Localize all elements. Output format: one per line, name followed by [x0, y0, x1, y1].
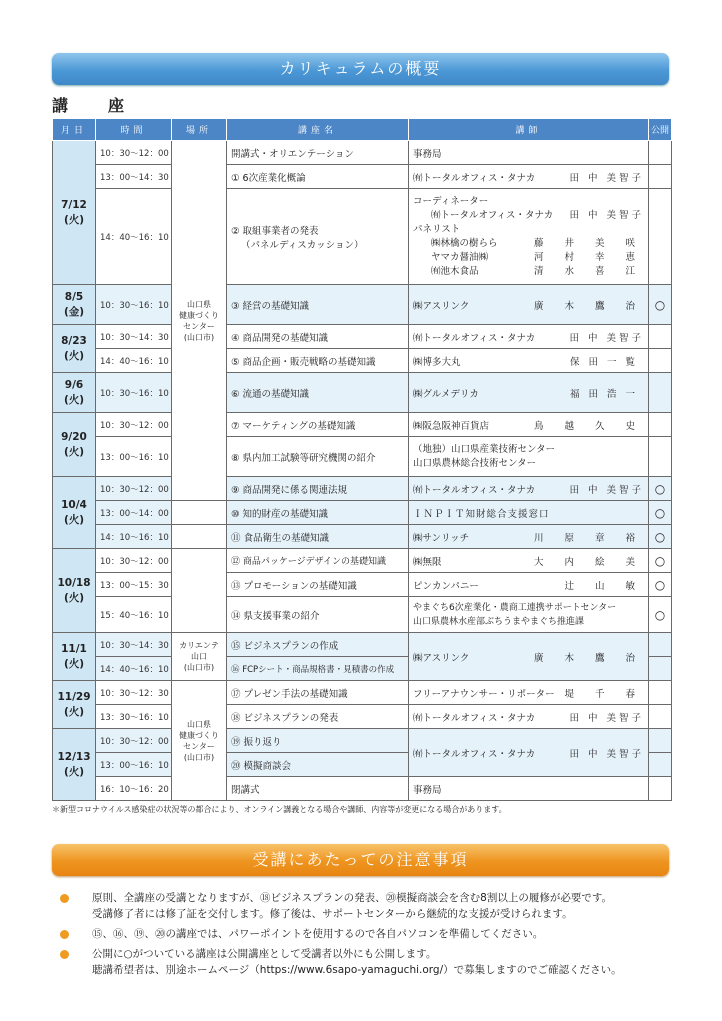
date-cell: 9/20 (火) — [53, 413, 96, 477]
title-cell: ② 取組事業者の発表 （パネルディスカッション） — [227, 189, 409, 285]
lecturer-cell: ㈲トータルオフィス・タナカ 田 中 美智子 — [409, 705, 649, 729]
col-time: 時間 — [96, 119, 172, 141]
lecturer-cell: フリーアナウンサー・リポーター 堤 千 春 — [409, 681, 649, 705]
title-cell: ① 6次産業化概論 — [227, 165, 409, 189]
table-row — [53, 165, 672, 189]
public-cell — [649, 325, 672, 349]
place-cell: 山口県 健康づくり センター (山口市) — [172, 681, 227, 801]
lecturer-cell: ㈱博多大丸 保 田 一 覧 — [409, 349, 649, 373]
lecturer-cell: ㈱サンリッチ 川 原 章 裕 — [409, 525, 649, 549]
lecturer-cell: ㈱無限 大 内 絵 美 — [409, 549, 649, 573]
title-cell: ⑨ 商品開発に係る関連法規 — [227, 477, 409, 501]
public-cell — [649, 681, 672, 705]
public-cell — [649, 705, 672, 729]
lecturer-cell: ㈱グルメデリカ 福 田 浩 一 — [409, 373, 649, 413]
time-cell: 14：40～16：10 — [96, 349, 172, 373]
date-cell: 11/1 (火) — [53, 633, 96, 681]
section-title: 講 座 — [52, 96, 137, 115]
public-cell — [649, 753, 672, 777]
title-cell: ⑩ 知的財産の基礎知識 — [227, 501, 409, 525]
title-cell: ⑳ 模擬商談会 — [227, 753, 409, 777]
time-cell: 14：40～16：10 — [96, 657, 172, 681]
table-row — [53, 477, 672, 501]
place-cell — [172, 501, 227, 525]
table-row — [53, 705, 672, 729]
public-cell: ○ — [649, 525, 672, 549]
time-cell: 10：30～16：10 — [96, 285, 172, 325]
date-cell: 9/6 (火) — [53, 373, 96, 413]
date-cell: 10/4 (火) — [53, 477, 96, 549]
table-row — [53, 141, 672, 165]
table-row — [53, 349, 672, 373]
col-lecturer: 講師 — [409, 119, 649, 141]
time-cell: 10：30～14：30 — [96, 325, 172, 349]
lecturer-cell: ㈱アスリンク 廣 木 鷹 治 — [409, 285, 649, 325]
title-cell: ⑤ 商品企画・販売戦略の基礎知識 — [227, 349, 409, 373]
title-cell: ⑯ FCPシート・商品規格書・見積書の作成 — [227, 657, 409, 681]
table-row — [53, 777, 672, 801]
table-row — [53, 525, 672, 549]
bullet-icon — [60, 894, 69, 903]
time-cell: 13：00～16：10 — [96, 437, 172, 477]
notes-banner: 受講にあたっての注意事項 — [52, 844, 669, 876]
date-cell: 8/23 (火) — [53, 325, 96, 373]
title-cell: ⑪ 食品衛生の基礎知識 — [227, 525, 409, 549]
lecturer-cell: ㈲トータルオフィス・タナカ 田 中 美智子 — [409, 729, 649, 777]
place-cell — [172, 525, 227, 549]
public-cell: ○ — [649, 549, 672, 573]
list-item: 原則、全講座の受講となりますが、⑱ビジネスプランの発表、⑳模擬商談会を含む8割以上の履修が必要です。 受講修了者には修了証を交付します。修了後は、サポートセンターから継続的な支援が受けられます。 — [60, 890, 680, 922]
public-cell — [649, 777, 672, 801]
table-row — [53, 501, 672, 525]
time-cell: 10：30～12：00 — [96, 477, 172, 501]
lecturer-cell: ㈲トータルオフィス・タナカ 田 中 美智子 — [409, 325, 649, 349]
time-cell: 13：00～15：30 — [96, 573, 172, 597]
table-row — [53, 549, 672, 573]
place-cell — [172, 549, 227, 633]
table-row — [53, 573, 672, 597]
lecturer-cell: （地独）山口県産業技術センター 山口県農林総合技術センター — [409, 437, 649, 477]
date-cell: 11/29 (火) — [53, 681, 96, 729]
col-date: 月日 — [53, 119, 96, 141]
time-cell: 10：30～12：00 — [96, 141, 172, 165]
title-cell: ⑰ プレゼン手法の基礎知識 — [227, 681, 409, 705]
table-row — [53, 413, 672, 437]
lecturer-cell: ㈱アスリンク 廣 木 鷹 治 — [409, 633, 649, 681]
time-cell: 13：00～16：10 — [96, 753, 172, 777]
list-item: ⑮、⑯、⑲、⑳の講座では、パワーポイントを使用するので各自パソコンを準備してください。 — [60, 926, 680, 942]
table-header — [53, 119, 672, 141]
notes-list — [60, 890, 680, 982]
place-cell: 山口県 健康づくり センター (山口市) — [172, 141, 227, 501]
title-cell: ⑥ 流通の基礎知識 — [227, 373, 409, 413]
time-cell: 10：30～12：30 — [96, 681, 172, 705]
time-cell: 14：40～16：10 — [96, 189, 172, 285]
table-row — [53, 285, 672, 325]
date-cell: 10/18 (火) — [53, 549, 96, 633]
public-cell: ○ — [649, 477, 672, 501]
time-cell: 16：10～16：20 — [96, 777, 172, 801]
public-cell: ○ — [649, 597, 672, 633]
list-item: 公開に○がついている講座は公開講座として受講者以外にも公開します。 聴講希望者は、別途ホームページ（https://www.6sapo-yamaguchi.org/）で募集しますのでご確認ください。 — [60, 946, 680, 978]
time-cell: 10：30～16：10 — [96, 373, 172, 413]
table-row — [53, 729, 672, 753]
public-cell — [649, 165, 672, 189]
bullet-icon — [60, 950, 69, 959]
lecturer-cell: 事務局 — [409, 777, 649, 801]
public-cell — [649, 633, 672, 657]
title-cell: 開講式・オリエンテーション — [227, 141, 409, 165]
lecturer-cell: ピンカンパニー 辻 山 敏 — [409, 573, 649, 597]
public-cell: ○ — [649, 285, 672, 325]
lecturer-cell: ＩＮＰＩＴ知財総合支援窓口 — [409, 501, 649, 525]
title-cell: ⑲ 振り返り — [227, 729, 409, 753]
table-row — [53, 189, 672, 285]
date-cell: 8/5 (金) — [53, 285, 96, 325]
col-title: 講座名 — [227, 119, 409, 141]
col-public: 公開 — [649, 119, 672, 141]
title-cell: ⑱ ビジネスプランの発表 — [227, 705, 409, 729]
title-cell: ⑦ マーケティングの基礎知識 — [227, 413, 409, 437]
date-cell: 12/13 (火) — [53, 729, 96, 801]
place-cell: カリエンテ 山口 (山口市) — [172, 633, 227, 681]
bullet-icon — [60, 930, 69, 939]
title-cell: ④ 商品開発の基礎知識 — [227, 325, 409, 349]
title-cell: ⑮ ビジネスプランの作成 — [227, 633, 409, 657]
public-cell — [649, 657, 672, 681]
lecturer-cell: 事務局 — [409, 141, 649, 165]
title-cell: ⑭ 県支援事業の紹介 — [227, 597, 409, 633]
time-cell: 10：30～12：00 — [96, 549, 172, 573]
time-cell: 15：40～16：10 — [96, 597, 172, 633]
public-cell — [649, 437, 672, 477]
time-cell: 14：10～16：10 — [96, 525, 172, 549]
time-cell: 10：30～12：00 — [96, 729, 172, 753]
lecturer-cell: ㈲トータルオフィス・タナカ 田 中 美智子 — [409, 477, 649, 501]
lecturer-cell: ㈲トータルオフィス・タナカ 田 中 美智子 — [409, 165, 649, 189]
public-cell — [649, 413, 672, 437]
time-cell: 13：30～16：10 — [96, 705, 172, 729]
public-cell — [649, 189, 672, 285]
title-cell: ⑧ 県内加工試験等研究機関の紹介 — [227, 437, 409, 477]
date-cell: 7/12 (火) — [53, 141, 96, 285]
title-cell: 閉講式 — [227, 777, 409, 801]
public-cell — [649, 141, 672, 165]
table-row — [53, 681, 672, 705]
public-cell: ○ — [649, 573, 672, 597]
public-cell: ○ — [649, 501, 672, 525]
footnote: ＊新型コロナウイルス感染症の状況等の都合により、オンライン講義となる場合や講師、内容等が変更になる場合があります。 — [52, 805, 507, 814]
table-row — [53, 633, 672, 657]
table-row — [53, 373, 672, 413]
time-cell: 13：00～14：30 — [96, 165, 172, 189]
public-cell — [649, 373, 672, 413]
col-place: 場所 — [172, 119, 227, 141]
table-row — [53, 597, 672, 633]
public-cell — [649, 729, 672, 753]
time-cell: 10：30～12：00 — [96, 413, 172, 437]
time-cell: 13：00～14：00 — [96, 501, 172, 525]
table-row — [53, 325, 672, 349]
lecturer-cell: やまぐち6次産業化・農商工連携サポートセンター 山口県農林水産部ぶちうまやまぐち推進課 — [409, 597, 649, 633]
title-cell: ③ 経営の基礎知識 — [227, 285, 409, 325]
public-cell — [649, 349, 672, 373]
lecturer-cell: コーディネーター ㈲トータルオフィス・タナカ 田 中 美智子 パネリスト ㈱林檎の樹らら 藤 井 美 咲 ヤマカ醤油㈱ 河 村 幸 恵 ㈲池木食品 清 水 喜 江 — [409, 189, 649, 285]
title-cell: ⑫ 商品パッケージデザインの基礎知識 — [227, 549, 409, 573]
time-cell: 10：30～14：30 — [96, 633, 172, 657]
title-cell: ⑬ プロモーションの基礎知識 — [227, 573, 409, 597]
lecturer-cell: ㈱阪急阪神百貨店 鳥 越 久 史 — [409, 413, 649, 437]
curriculum-table — [52, 118, 672, 801]
curriculum-banner: カリキュラムの概要 — [52, 53, 669, 85]
table-row — [53, 437, 672, 477]
